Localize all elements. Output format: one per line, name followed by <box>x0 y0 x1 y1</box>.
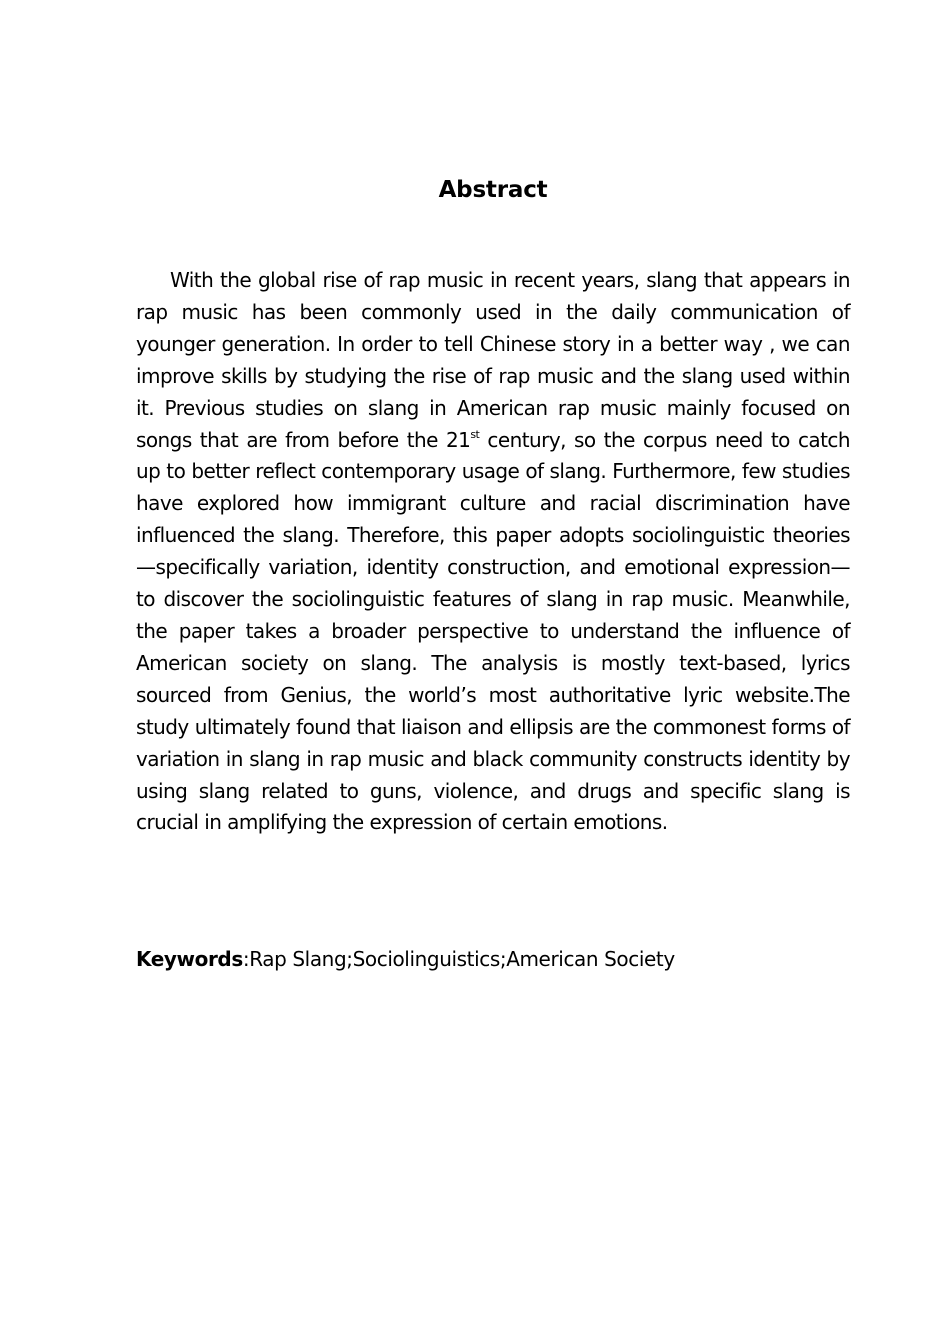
abstract-text-part1: With the global rise of rap music in recent years, slang that appears in rap music has been commonly used in the daily communication of younger generation. In order to tell Chinese story in a better way , we can improve skills by studying the rise of rap music and the slang used within it. Previous studies on slang in American rap music mainly focused on songs that are from before the 21 <box>136 268 850 452</box>
abstract-body <box>136 265 850 839</box>
keywords-value: Rap Slang;Sociolinguistics;American Society <box>249 947 675 971</box>
abstract-title: Abstract <box>438 177 548 203</box>
keywords-separator: : <box>242 947 250 971</box>
ordinal-superscript: st <box>470 427 480 441</box>
keywords-line <box>136 943 850 975</box>
keywords-label: Keywords <box>136 947 243 971</box>
abstract-text-part2: century, so the corpus need to catch up to better reflect contemporary usage of slang. Furthermore, few studies have explored how immigrant culture and racial discrimination have influenced the slang. Therefore, this paper adopts sociolinguistic theories—specifically variation, identity construction, and emotional expression— to discover the sociolinguistic features of slang in rap music. Meanwhile, the paper takes a broader perspective to understand the influence of American society on slang. The analysis is mostly text-based, lyrics sourced from Genius, the world’s most authoritative lyric website.The study ultimately found that liaison and ellipsis are the commonest forms of variation in slang in rap music and black community constructs identity by using slang related to guns, violence, and drugs and specific slang is crucial in amplifying the expression of certain emotions. <box>136 427 850 835</box>
